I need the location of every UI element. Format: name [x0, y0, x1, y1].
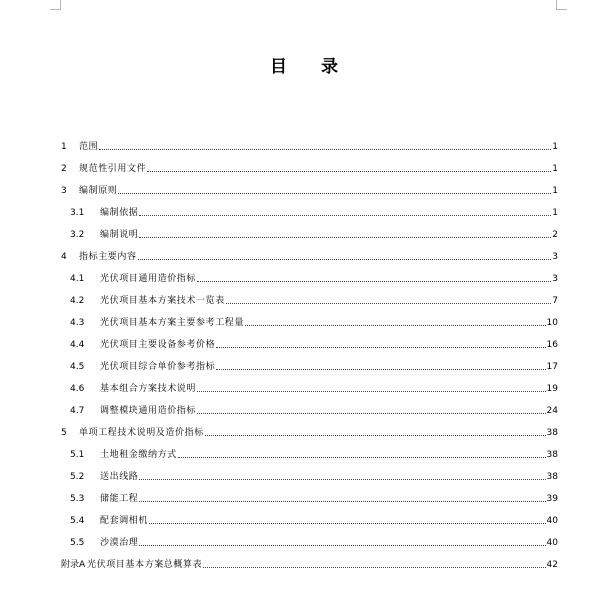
toc-entry-number: 5: [61, 428, 67, 438]
toc-entry-label: 光伏项目综合单价参考指标: [100, 362, 216, 372]
toc-entry-label: 送出线路: [100, 472, 139, 482]
toc-entry-label: 编制原则: [79, 186, 118, 196]
toc-leader-dots: [139, 215, 551, 216]
toc-entry-number: 4.6: [70, 384, 85, 394]
toc-entry-page: 39: [546, 494, 558, 504]
toc-entry-label: 编制说明: [100, 230, 139, 240]
toc-leader-dots: [139, 237, 551, 238]
toc-entry-label: 规范性引用文件: [79, 164, 147, 174]
toc-entry-page: 7: [552, 296, 558, 306]
toc-leader-dots: [118, 193, 551, 194]
toc-entry-page: 24: [546, 406, 558, 416]
toc-entry-number: 5.2: [70, 472, 85, 482]
toc-entry[interactable]: [61, 395, 558, 417]
toc-entry-page: 3: [552, 274, 558, 284]
toc-entry[interactable]: [61, 439, 558, 461]
toc-entry-page: 1: [552, 142, 558, 152]
toc-entry-number: 4.7: [70, 406, 85, 416]
toc-entry[interactable]: [61, 461, 558, 483]
toc-leader-dots: [149, 523, 546, 524]
toc-entry-label: 调整模块通用造价指标: [100, 406, 197, 416]
toc-entry[interactable]: [61, 153, 558, 175]
crop-mark-right-horizontal: [556, 9, 567, 10]
toc-entry-page: 38: [546, 472, 558, 482]
toc-entry[interactable]: [61, 219, 558, 241]
toc-entry-page: 42: [546, 560, 558, 570]
toc-entry-label: 光伏项目主要设备参考价格: [100, 340, 216, 350]
toc-entry-label: 指标主要内容: [79, 252, 137, 262]
toc-entry-page: 10: [546, 318, 558, 328]
toc-entry-number: 5.4: [70, 516, 85, 526]
toc-entry[interactable]: [61, 263, 558, 285]
toc-entry-page: 1: [552, 186, 558, 196]
toc-entry-number: 4.3: [70, 318, 85, 328]
toc-leader-dots: [203, 567, 545, 568]
toc-entry-number: 5.1: [70, 450, 85, 460]
toc-leader-dots: [178, 457, 546, 458]
toc-entry[interactable]: [61, 307, 558, 329]
toc-entry-number: 2: [61, 164, 67, 174]
toc-entry-number: 4.1: [70, 274, 85, 284]
toc-entry[interactable]: [61, 329, 558, 351]
toc-leader-dots: [245, 325, 546, 326]
toc-entry-page: 2: [552, 230, 558, 240]
toc-entry-number: 3: [61, 186, 67, 196]
toc-entry-page: 17: [546, 362, 558, 372]
toc-entry-page: 16: [546, 340, 558, 350]
toc-entry-page: 19: [546, 384, 558, 394]
toc-entry-number: 3.1: [70, 208, 85, 218]
toc-entry-label: 土地租金缴纳方式: [100, 450, 177, 460]
toc-entry-page: 38: [546, 428, 558, 438]
toc-entry[interactable]: [61, 131, 558, 153]
toc-entry-label: 光伏项目基本方案主要参考工程量: [100, 318, 245, 328]
toc-entry[interactable]: [61, 483, 558, 505]
toc-entry-number: 4: [61, 252, 67, 262]
toc-entry-number: 附录A: [61, 560, 86, 570]
toc-leader-dots: [139, 501, 545, 502]
toc-entry-label: 单项工程技术说明及造价指标: [79, 428, 204, 438]
toc-entry[interactable]: [61, 197, 558, 219]
toc-leader-dots: [139, 479, 545, 480]
toc-leader-dots: [197, 391, 546, 392]
crop-mark-left-horizontal: [50, 9, 61, 10]
toc-entry-label: 光伏项目通用造价指标: [100, 274, 197, 284]
toc-leader-dots: [197, 413, 546, 414]
toc-entry-page: 1: [552, 208, 558, 218]
toc-leader-dots: [197, 281, 551, 282]
toc-entry-label: 配套调相机: [100, 516, 149, 526]
toc-entry-page: 40: [546, 538, 558, 548]
toc-entry-label: 范围: [79, 142, 99, 152]
toc-entry-page: 3: [552, 252, 558, 262]
toc-entry-number: 1: [61, 142, 67, 152]
toc-entry-page: 1: [552, 164, 558, 174]
toc-entry-number: 5.3: [70, 494, 85, 504]
toc-entry-label: 编制依据: [100, 208, 139, 218]
toc-entry-number: 4.4: [70, 340, 85, 350]
toc-entry[interactable]: [61, 373, 558, 395]
toc-entry[interactable]: [61, 527, 558, 549]
toc-entry-page: 40: [546, 516, 558, 526]
toc-entry[interactable]: [61, 417, 558, 439]
toc-entry-number: 4.2: [70, 296, 85, 306]
toc-leader-dots: [99, 149, 551, 150]
toc-leader-dots: [205, 435, 546, 436]
toc-entry[interactable]: [61, 241, 558, 263]
toc-entry-appendix[interactable]: [61, 549, 558, 571]
toc-leader-dots: [139, 545, 545, 546]
toc-leader-dots: [216, 369, 545, 370]
toc-entry[interactable]: [61, 351, 558, 373]
toc-entry-label: 光伏项目基本方案总概算表: [87, 560, 203, 570]
toc-leader-dots: [216, 347, 545, 348]
toc-entry[interactable]: [61, 505, 558, 527]
toc-entry[interactable]: [61, 175, 558, 197]
toc-entry-label: 沙漠治理: [100, 538, 139, 548]
toc-leader-dots: [138, 259, 552, 260]
table-of-contents: [61, 131, 558, 571]
toc-entry-number: 3.2: [70, 230, 85, 240]
toc-entry[interactable]: [61, 285, 558, 307]
toc-leader-dots: [226, 303, 551, 304]
toc-entry-page: 38: [546, 450, 558, 460]
toc-entry-number: 5.5: [70, 538, 85, 548]
toc-entry-label: 光伏项目基本方案技术一览表: [100, 296, 225, 306]
toc-entry-number: 4.5: [70, 362, 85, 372]
toc-entry-label: 储能工程: [100, 494, 139, 504]
toc-leader-dots: [147, 171, 551, 172]
page-title: 目 录: [270, 57, 338, 77]
toc-entry-label: 基本组合方案技术说明: [100, 384, 197, 394]
